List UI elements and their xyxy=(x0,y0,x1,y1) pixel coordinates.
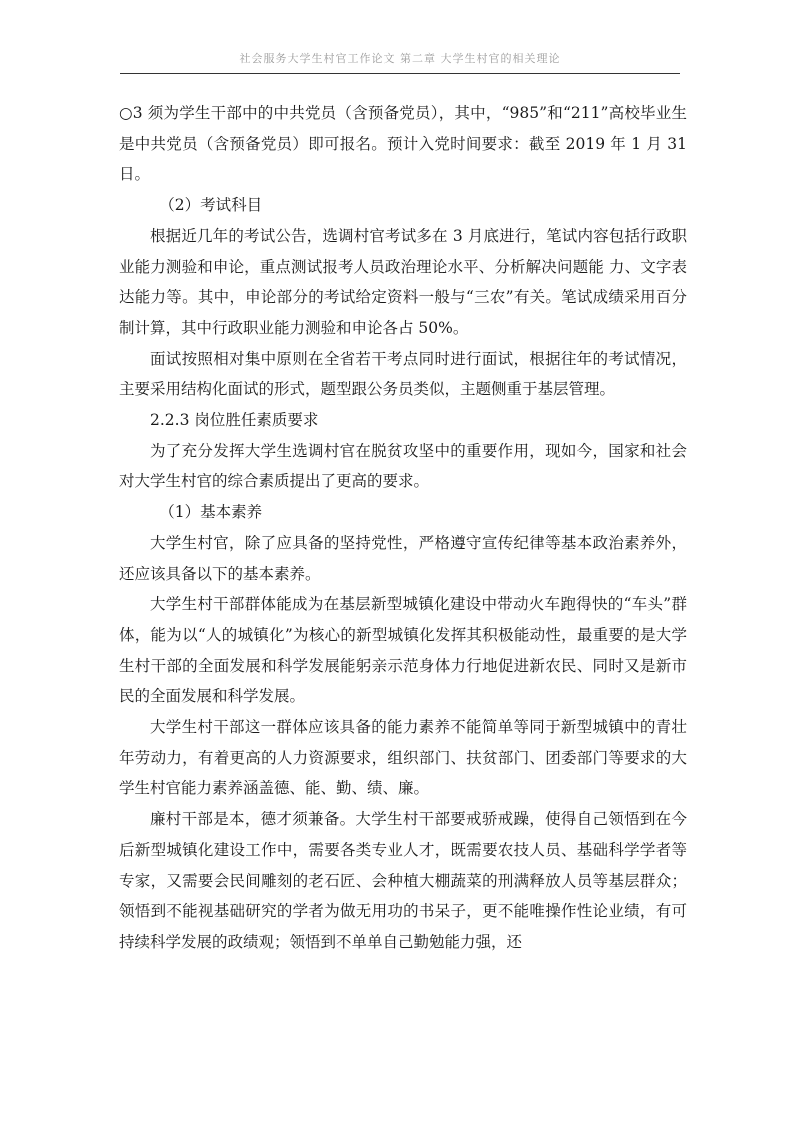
paragraph-interview: 面试按照相对集中原则在全省若干考点同时进行面试，根据往年的考试情况，主要采用结构化面试的形式，题型跟公务员类似，主题侧重于基层管理。 xyxy=(119,349,687,399)
page-header: 社会服务大学生村官工作论文 第二章 大学生村官的相关理论 xyxy=(239,52,561,65)
paragraph-political-literacy: 大学生村官，除了应具备的坚持党性，严格遵守宣传纪律等基本政治素养外，还应该具备以下的基本素养。 xyxy=(119,533,687,583)
paragraph-intro-quality: 为了充分发挥大学生选调村官在脱贫攻坚中的重要作用，现如今，国家和社会对大学生村官的综合素质提出了更高的要求。 xyxy=(119,441,687,491)
paragraph-party-requirement: ○3 须为学生干部中的中共党员（含预备党员），其中，“985”和“211”高校毕业生是中共党员（含预备党员）即可报名。预计入党时间要求：截至 2019 年 1 月 31 日。 xyxy=(119,104,687,184)
heading-exam-subjects: （2）考试科目 xyxy=(159,196,263,215)
header-divider xyxy=(120,73,680,74)
section-heading-2-2-3: 2.2.3 岗位胜任素质要求 xyxy=(150,411,319,430)
heading-basic-literacy: （1）基本素养 xyxy=(159,503,263,522)
paragraph-ability-requirements: 大学生村干部这一群体应该具备的能力素养不能简单等同于新型城镇中的青壮年劳动力，有着更高的人力资源要求，组织部门、扶贫部门、团委部门等要求的大学生村官能力素养涵盖德、能、勤、绩、廉。 xyxy=(119,718,687,798)
paragraph-integrity: 廉村干部是本，德才须兼备。大学生村干部要戒骄戒躁，使得自己领悟到在今后新型城镇化建设工作中，需要各类专业人才，既需要农技人员、基础科学学者等专家，又需要会民间雕刻的老石匠、会种植大棚蔬菜的刑满释放人员等基层群众；领悟到不能视基础研究的学者为做无用功的书呆子，更不能唯操作性论业绩，有可持续科学发展的政绩观；领悟到不单单自己勤勉能力强，还 xyxy=(119,810,687,951)
paragraph-written-exam: 根据近几年的考试公告，选调村官考试多在 3 月底进行，笔试内容包括行政职业能力测验和申论，重点测试报考人员政治理论水平、分析解决问题能 力、文字表达能力等。其中，申论部分的考试给定资料一般与“三农”有关。笔试成绩采用百分制计算，其中行政职业能力测验和申论各占 50%。 xyxy=(119,226,687,337)
paragraph-leading-group: 大学生村干部群体能成为在基层新型城镇化建设中带动火车跑得快的“车头”群体，能为以“人的城镇化”为核心的新型城镇化发挥其积极能动性，最重要的是大学生村干部的全面发展和科学发展能躬亲示范身体力行地促进新农民、同时又是新市民的全面发展和科学发展。 xyxy=(119,595,687,706)
document-body xyxy=(119,98,687,958)
